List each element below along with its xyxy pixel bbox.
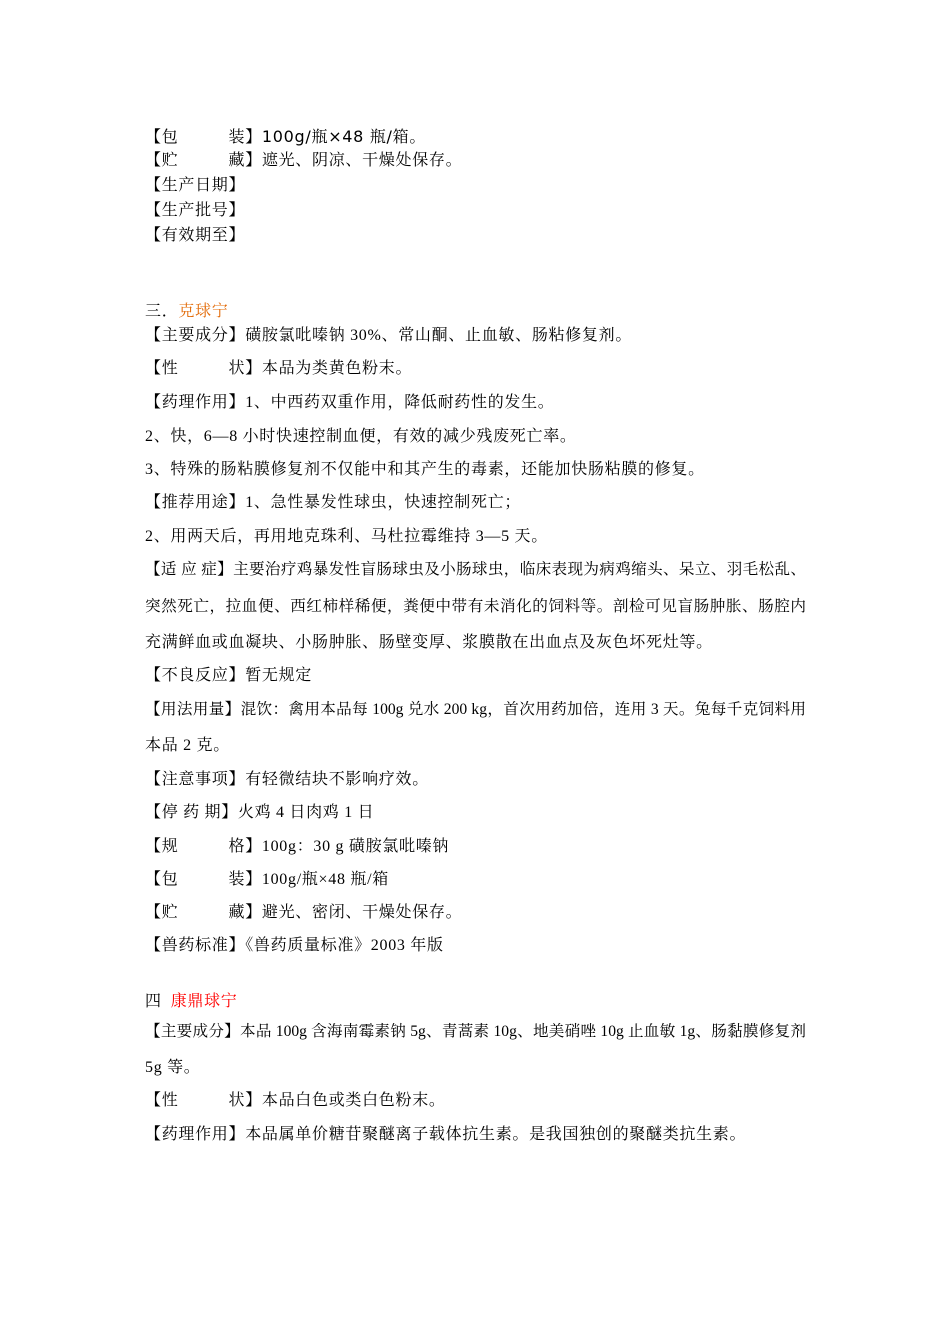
s3-adverse-reactions-row (145, 666, 312, 686)
section-3-heading (145, 302, 229, 322)
field-label: 【主要成分】 (145, 327, 246, 344)
s4-ingredients-line: 5g 等。 (145, 1059, 201, 1076)
field-label: 【不良反应】 (145, 667, 246, 684)
s3-appearance-row (145, 359, 412, 379)
field-value: 本品为类黄色粉末。 (261, 360, 413, 377)
field-value: 本品白色或类白色粉末。 (261, 1092, 446, 1109)
field-value: 有轻微结块不影响疗效。 (245, 771, 429, 788)
s4-appearance-row (145, 1091, 446, 1111)
batch-number-row (145, 201, 245, 221)
field-label: 【生产日期】 (145, 177, 246, 194)
field-label: 【包 装】 (145, 871, 262, 888)
s3-withdrawal-row (145, 803, 374, 823)
field-label: 【有效期至】 (145, 227, 246, 244)
section-4-heading (145, 992, 238, 1012)
prev-packaging-row (145, 127, 426, 148)
field-value: 暂无规定 (245, 667, 313, 684)
s3-dosage-line: 本品 2 克。 (145, 737, 230, 754)
s4-ingredients-row (145, 1022, 806, 1042)
field-value: 磺胺氯吡嗪钠 30%、常山酮、止血敏、肠粘修复剂。 (245, 327, 633, 344)
prev-storage-row (145, 151, 462, 171)
field-value: 混饮：禽用本品每 100g 兑水 200 kg，首次用药加倍，连用 3 天。兔每千克饲料用 (240, 701, 806, 718)
s3-precautions-row (145, 770, 429, 790)
s3-storage-row (145, 903, 462, 923)
field-label: 【性 状】 (145, 360, 262, 377)
field-label: 【药理作用】 (145, 394, 246, 411)
field-label: 【适 应 症】 (145, 561, 234, 578)
s4-pharmacology-row (145, 1125, 746, 1145)
s3-dosage-row (145, 700, 806, 720)
s3-pharmacology-line: 2、快，6—8 小时快速控制血便，有效的减少残废死亡率。 (145, 428, 577, 445)
section-number: 四 (145, 993, 162, 1010)
field-value: 1、中西药双重作用，降低耐药性的发生。 (245, 394, 555, 411)
product-title: 克球宁 (178, 303, 229, 320)
s3-pharmacology-row (145, 393, 555, 413)
production-date-row (145, 176, 245, 196)
section-number: 三． (145, 303, 179, 320)
field-value: 避光、密闭、干燥处保存。 (261, 904, 463, 921)
product-title: 康鼎球宁 (170, 993, 238, 1010)
s3-indications-line: 充满鲜血或血凝块、小肠肿胀、肠壁变厚、浆膜散在出血点及灰色坏死灶等。 (145, 634, 713, 651)
s3-indications-row (145, 560, 806, 580)
field-value: 100g/瓶×48 瓶/箱。 (261, 127, 427, 146)
field-label: 【性 状】 (145, 1092, 262, 1109)
s3-recommended-use-line: 2、用两天后，再用地克珠利、马杜拉霉维持 3—5 天。 (145, 528, 548, 545)
field-value: 遮光、阴凉、干燥处保存。 (261, 152, 463, 169)
field-label: 【生产批号】 (145, 202, 246, 219)
field-label: 【兽药标准】 (145, 937, 246, 954)
expiry-date-row (145, 226, 245, 246)
field-value: 主要治疗鸡暴发性盲肠球虫及小肠球虫，临床表现为病鸡缩头、呆立、羽毛松乱、 (233, 561, 806, 578)
field-label: 【停 药 期】 (145, 804, 238, 821)
field-value: 本品属单价糖苷聚醚离子载体抗生素。是我国独创的聚醚类抗生素。 (245, 1126, 747, 1143)
s3-pharmacology-line: 3、特殊的肠粘膜修复剂不仅能中和其产生的毒素，还能加快肠粘膜的修复。 (145, 461, 705, 478)
field-label: 【推荐用途】 (145, 494, 246, 511)
field-value: 100g/瓶×48 瓶/箱 (261, 871, 389, 888)
field-label: 【药理作用】 (145, 1126, 246, 1143)
field-label: 【用法用量】 (145, 701, 241, 718)
field-value: 《兽药质量标准》2003 年版 (245, 937, 444, 954)
field-value: 100g：30 g 磺胺氯吡嗪钠 (261, 838, 450, 855)
s3-recommended-use-row (145, 493, 521, 513)
field-label: 【贮 藏】 (145, 904, 262, 921)
s3-ingredients-row (145, 326, 632, 346)
field-value: 本品 100g 含海南霉素钠 5g、青蒿素 10g、地美硝唑 10g 止血敏 1g、肠黏膜修复剂 (239, 1023, 806, 1040)
field-value: 1、急性暴发性球虫，快速控制死亡； (245, 494, 522, 511)
s3-indications-line: 突然死亡，拉血便、西红柿样稀便，粪便中带有未消化的饲料等。剖检可见盲肠肿胀、肠腔内 (145, 598, 806, 615)
field-label: 【主要成分】 (145, 1023, 240, 1040)
field-label: 【包 装】 (145, 129, 262, 146)
s3-packaging-row (145, 870, 389, 890)
field-label: 【规 格】 (145, 838, 262, 855)
field-label: 【贮 藏】 (145, 152, 262, 169)
s3-standard-row (145, 936, 444, 956)
field-label: 【注意事项】 (145, 771, 246, 788)
field-value: 火鸡 4 日肉鸡 1 日 (237, 804, 375, 821)
s3-specification-row (145, 837, 449, 857)
